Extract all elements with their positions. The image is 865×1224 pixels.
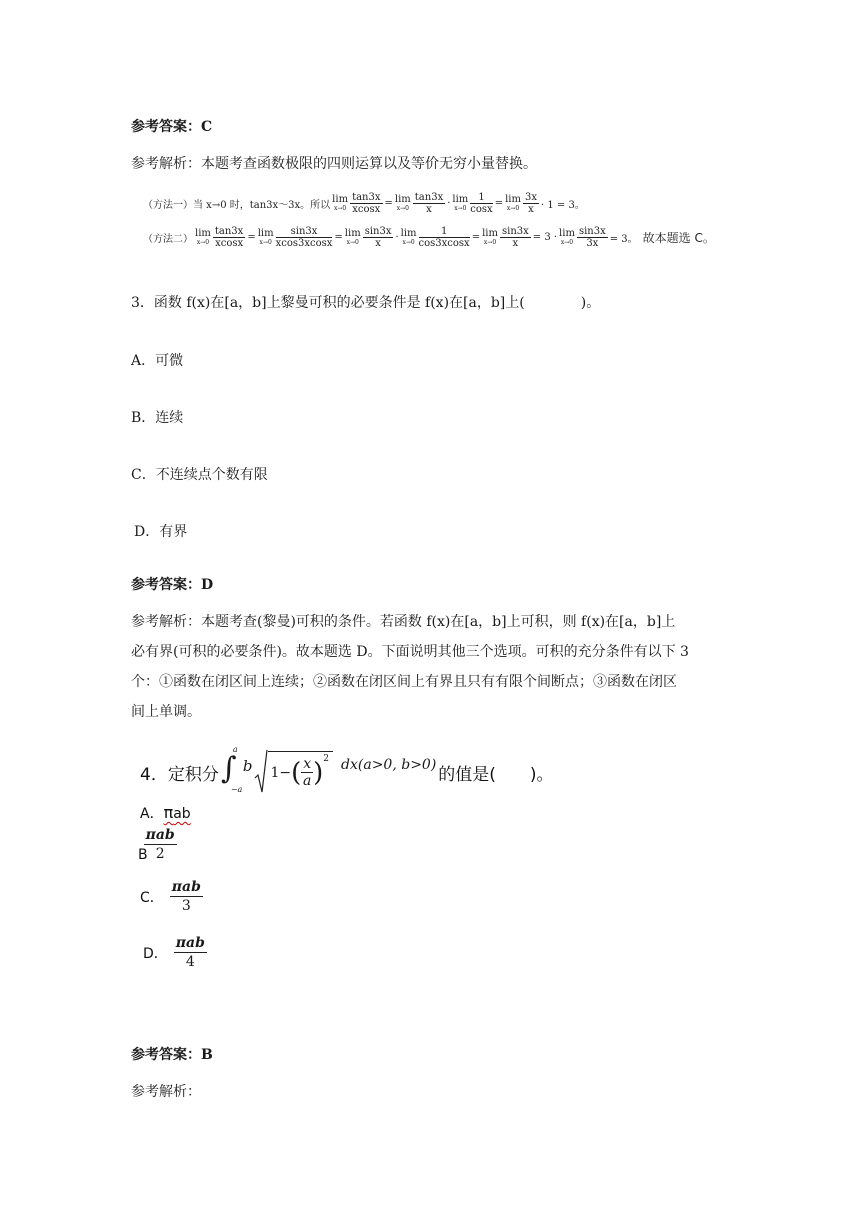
method-one-equation (143, 192, 585, 215)
analysis-line: 间上单调。 (131, 704, 201, 720)
method-two-prefix: （方法二） (143, 234, 193, 245)
equals-sign: = (384, 198, 393, 209)
question-3-option-a: A．可微 (131, 353, 184, 369)
fraction: $\frac{\sin 3x}{3x}$ (578, 226, 606, 249)
question-3-stem: 3．函数 f(x)在[a，b]上黎曼可积的必要条件是 f(x)在[a，b]上( )。 (131, 295, 601, 311)
fraction-x-over-a: $\frac{x}{a}$ (303, 756, 312, 789)
limit-operator: lim x→0 (452, 194, 469, 212)
analysis-text: 参考解析： (131, 1084, 201, 1100)
method-one-prefix: （方法一）当 x→0 时，tan3x～3x。所以 (143, 200, 331, 211)
question-3-option-c: C．不连续点个数有限 (131, 467, 268, 483)
method-two-mid: = 3 · (532, 232, 558, 243)
fraction: $\frac{1}{\cos x}$ (470, 192, 493, 215)
question-4-option-c: C． $\frac{\text{πab}}{3}$ (140, 879, 201, 914)
exponent: 2 (323, 754, 330, 764)
integral-sign: ∫ a −a (220, 745, 243, 794)
method-two-conclusion: 故本题选 C。 (642, 231, 715, 245)
fraction: $\frac{\sin 3x}{xcos3xcosx}$ (275, 226, 333, 249)
equals-sign: = (334, 232, 343, 243)
answer-label: 参考答案：B (131, 1047, 213, 1063)
analysis-line: 参考解析：本题考查(黎曼)可积的条件。若函数 f(x)在[a，b]上可积，则 f(x)在[a，b]上 (131, 614, 676, 630)
fraction: $\frac{\tan 3x}{xcosx}$ (352, 192, 381, 215)
fraction: $\frac{\text{πab}}{3}$ (171, 879, 201, 914)
fraction: $\frac{1}{\cos 3xcosx}$ (418, 226, 470, 249)
dx-condition: dx(a>0, b>0) (341, 757, 437, 773)
question-4-suffix: 的值是( )。 (438, 764, 554, 785)
question-3-option-d: D．有界 (134, 524, 188, 540)
limit-operator: lim x→0 (257, 228, 274, 246)
limit-operator: lim x→0 (400, 228, 417, 246)
fraction: $\frac{3x}{x}$ (524, 192, 537, 215)
limit-operator: lim x→0 (332, 194, 349, 212)
coefficient: b (242, 757, 253, 775)
dot-operator: · (447, 198, 451, 209)
equals-sign: = (471, 232, 481, 243)
question-4-option-d: D． $\frac{\text{πab}}{4}$ (143, 935, 205, 970)
equals-sign: = (247, 232, 256, 243)
method-two-tail: = 3。 (609, 234, 638, 245)
limit-operator: lim x→0 (505, 194, 521, 212)
fraction: $\frac{\tan 3x}{xcosx}$ (214, 226, 244, 249)
radical-sign-icon (254, 748, 268, 796)
limit-operator: lim x→0 (195, 228, 211, 246)
question-4-stem (140, 744, 554, 800)
integral-upper-limit: a (232, 745, 238, 754)
dot-operator: · (395, 232, 399, 243)
question-4-prefix: 4．定积分 (140, 764, 219, 785)
limit-operator: lim x→0 (482, 228, 498, 246)
analysis-text: 参考解析：本题考查函数极限的四则运算以及等价无穷小量替换。 (131, 156, 537, 172)
question-4-option-a: A．πab (140, 803, 191, 822)
integral-lower-limit: −a (230, 785, 243, 794)
question-4-option-b: B $\frac{\text{πab}}{2}$ (138, 827, 175, 863)
question-3-option-b: B．连续 (131, 410, 184, 426)
answer-label: 参考答案：D (131, 577, 214, 593)
fraction: $\frac{\sin 3x}{x}$ (364, 226, 392, 249)
square-root: 1− ( $\frac{x}{a}$ ) 2 (254, 748, 333, 796)
limit-operator: lim x→0 (344, 228, 361, 246)
equals-sign: = (494, 198, 504, 209)
fraction: $\frac{\tan 3x}{x}$ (414, 192, 444, 215)
method-two-equation (143, 226, 715, 249)
one-minus: 1− (270, 764, 292, 781)
answer-label: 参考答案：C (131, 119, 213, 135)
analysis-line: 个：①函数在闭区间上连续；②函数在闭区间上有界且只有有限个间断点；③函数在闭区 (131, 674, 677, 690)
analysis-line: 必有界(可积的必要条件)。故本题选 D。下面说明其他三个选项。可积的充分条件有以下 3 (131, 644, 689, 660)
limit-operator: lim x→0 (394, 194, 411, 212)
fraction: $\frac{\text{πab}}{2}$ (145, 827, 175, 862)
fraction: $\frac{\text{πab}}{4}$ (175, 935, 205, 970)
limit-operator: lim x→0 (559, 228, 575, 246)
fraction: $\frac{\sin 3x}{x}$ (501, 226, 529, 249)
method-one-tail: · 1 = 3。 (541, 200, 585, 211)
